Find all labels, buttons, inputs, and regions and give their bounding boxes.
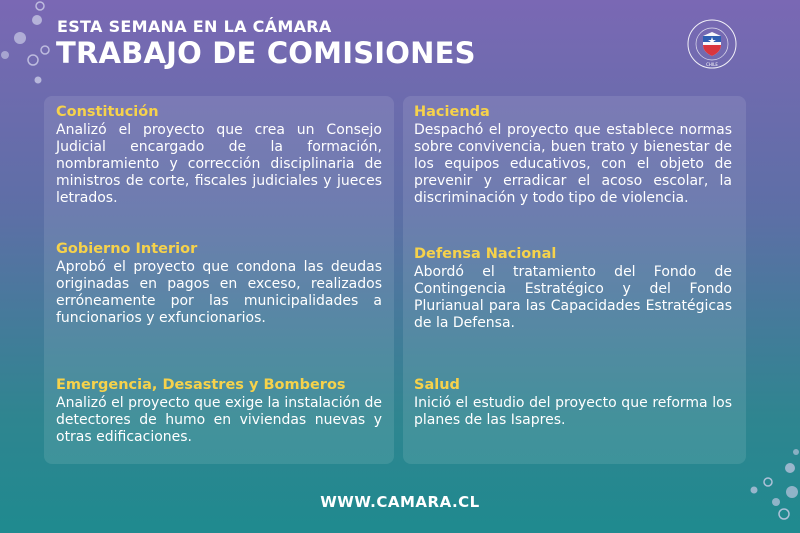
commission-heading: Defensa Nacional xyxy=(414,246,557,262)
kicker-text: ESTA SEMANA EN LA CÁMARA xyxy=(57,17,332,36)
page-title: TRABAJO DE COMISIONES xyxy=(56,36,476,70)
decorative-dots-bottom-right xyxy=(740,440,800,533)
decorative-dots-top-left xyxy=(0,0,60,95)
commission-emergencia xyxy=(56,377,382,446)
commission-constitucion xyxy=(56,104,382,207)
commission-text: Analizó el proyecto que crea un Consejo Judicial encargado de la formación, nombramiento y corrección disciplinaria de ministros de corte, fiscales judiciales y jueces letrados. xyxy=(56,122,382,206)
commission-heading: Hacienda xyxy=(414,104,490,120)
commission-heading: Constitución xyxy=(56,104,159,120)
commission-text: Analizó el proyecto que exige la instalación de detectores de humo en viviendas nuevas y otras edificaciones. xyxy=(56,395,382,445)
commission-defensa-nacional xyxy=(414,246,732,332)
commission-heading: Gobierno Interior xyxy=(56,241,198,257)
commission-text: Abordó el tratamiento del Fondo de Contingencia Estratégico y del Fondo Plurianual para las Capacidades Estratégicas de la Defensa. xyxy=(414,264,732,331)
commission-gobierno-interior xyxy=(56,241,382,327)
footer-url: WWW.CAMARA.CL xyxy=(320,493,480,511)
commission-heading: Emergencia, Desastres y Bomberos xyxy=(56,377,346,393)
commission-heading: Salud xyxy=(414,377,460,393)
svg-text:CHILE: CHILE xyxy=(706,62,718,67)
commission-hacienda xyxy=(414,104,732,207)
commission-text: Despachó el proyecto que establece normas sobre convivencia, buen trato y bienestar de los equipos educativos, con el objeto de prevenir y erradicar el acoso escolar, la discriminación y todo tipo de violencia. xyxy=(414,122,732,206)
commission-text: Aprobó el proyecto que condona las deudas originadas en pagos en exceso, realizados erróneamente por las municipalidades a funcionarios y exfuncionarios. xyxy=(56,259,382,326)
camara-seal-logo xyxy=(686,18,738,70)
commission-text: Inició el estudio del proyecto que reforma los planes de las Isapres. xyxy=(414,395,732,428)
commission-salud xyxy=(414,377,732,429)
